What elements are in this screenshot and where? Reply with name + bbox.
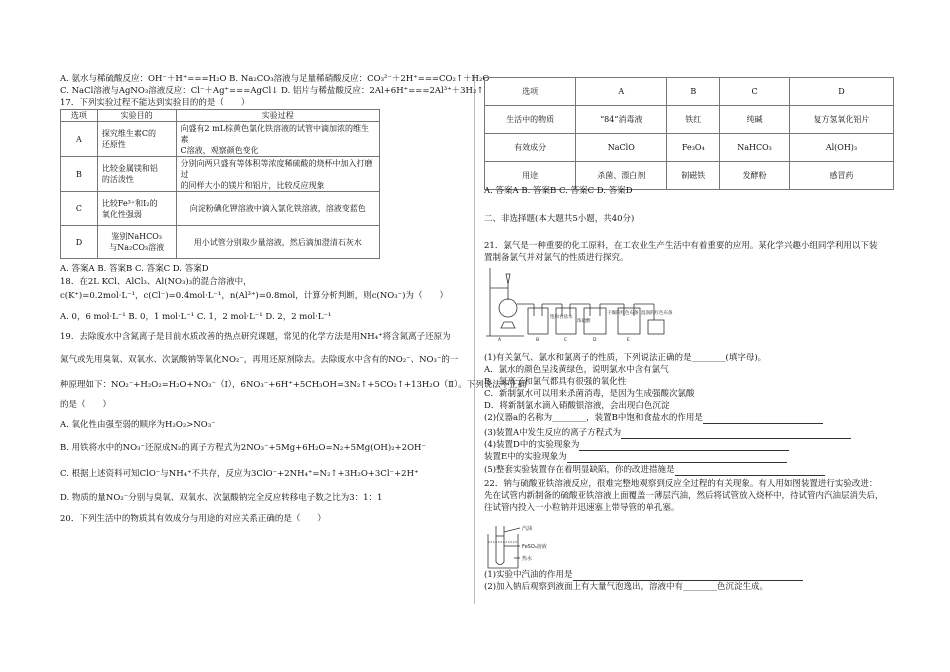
table-cell: 鉴别NaHCO₃ 与Na₂CO₃溶液 xyxy=(97,226,176,259)
q22-line: 先在试管内新制备的硫酸亚铁溶液上面覆盖一薄层汽油，然后将试管放入烧杯中，待试管内汽油层消失后， xyxy=(484,491,884,501)
tube-label: 汽油 xyxy=(522,526,533,532)
q20-stem: 20．下列生活中的物质其有效成分与用途的对应关系正确的是（ ） xyxy=(60,514,326,524)
apparatus-letter: B xyxy=(536,338,540,342)
table-cell: 探究维生素C的 还原性 xyxy=(97,122,176,157)
q19-option: B. 用铁将水中的NO₃⁻还原成N₂的离子方程式为2NO₃⁻+5Mg+6H₂O=N₂+5Mg(OH)₂+2OH⁻ xyxy=(60,443,426,453)
apparatus-letter: E xyxy=(627,338,630,342)
q18-values: c(K⁺)=0.2mol·L⁻¹，c(Cl⁻)=0.4mol·L⁻¹，n(Al³⁺)=0.8mol，计算分析判断，则c(NO₃⁻)为（ ） xyxy=(60,291,448,301)
table-header: 实验目的 xyxy=(97,110,176,122)
apparatus-letter: C xyxy=(564,338,568,342)
table-cell: 分别向两只盛有等体积等浓度稀硫酸的烧杯中加入打磨过 的同样大小的镁片和铝片，比较反应现象 xyxy=(176,157,379,192)
table-cell: Fe₃O₄ xyxy=(667,134,720,162)
table-cell: NaClO xyxy=(576,134,667,162)
table-header: B xyxy=(667,78,720,106)
q18-options: A. 0，6 mol·L⁻¹ B. 0，1 mol·L⁻¹ C. 1，2 mol·L⁻¹ D. 2，2 mol·L⁻¹ xyxy=(60,312,332,322)
table-cell: 向盛有2 mL棕黄色氯化铁溶液的试管中滴加浓的维生素 C溶液，观察颜色变化 xyxy=(176,122,379,157)
q22-sub1: (1)实验中汽油的作用是 xyxy=(484,570,803,581)
test-tube-diagram xyxy=(484,522,554,572)
table-cell: 用小试管分别取少量溶液，然后滴加澄清石灰水 xyxy=(176,226,379,259)
q17-stem: 17．下列实验过程不能达到实验目的的是（ ） xyxy=(60,98,250,108)
q21-sub4a: (4)装置D中的实验现象为 xyxy=(484,440,789,451)
table-header: A xyxy=(576,78,667,106)
table-cell: 制磁铁 xyxy=(667,162,720,190)
apparatus-label: 浓硫酸 xyxy=(577,319,591,324)
q19-option: C. 根据上述资料可知ClO⁻与NH₄⁺不共存，反应为3ClO⁻+2NH₄⁺=N₂↑+3H₂O+3Cl⁻+2H⁺ xyxy=(60,469,419,479)
tube-label: 热水 xyxy=(522,556,533,562)
apparatus-letter: D xyxy=(593,338,597,342)
q20-table xyxy=(484,77,894,190)
q19-line: 19．去除废水中含氮离子是目前水质改善的热点研究课题，常见的化学方法是用NH₄⁺将含氮离子还原为 xyxy=(60,332,451,342)
table-header: C xyxy=(720,78,790,106)
column-divider xyxy=(474,74,475,604)
q21-sub3: (3)装置A中发生反应的离子方程式为 xyxy=(484,428,851,439)
chlorine-apparatus-diagram xyxy=(484,266,674,342)
q21-sub4b: 装置E中的实验现象为 xyxy=(484,452,787,463)
q21-line: 21．氯气是一种重要的化工原料，在工农业生产生活中有着重要的应用。某化学兴趣小组同学利用以下装 xyxy=(484,241,878,251)
q19-line: 种原理如下：NO₂⁻+H₂O₂=H₂O+NO₃⁻（Ⅰ），6NO₃⁻+6H⁺+5CH₃OH=3N₂↑+5CO₂↑+13H₂O（Ⅱ）。下列说法不正确 xyxy=(60,380,527,390)
table-header: 选项 xyxy=(485,78,576,106)
q19-line: 氮气或先用臭氧、双氧水、次氯酸钠等氧化NO₂⁻，再用还原剂除去。去除废水中含有的NO₂⁻、NO₃⁻的一 xyxy=(60,355,459,365)
table-cell: 复方氢氧化铝片 xyxy=(789,106,893,134)
q22-line: 22．钠与硫酸亚铁溶液反应，很难完整地观察到反应全过程的有关现象。有人用如图装置进行实验改进： xyxy=(484,479,878,489)
q19-option: A. 氧化性由强至弱的顺序为H₂O₂>NO₃⁻ xyxy=(60,420,216,430)
table-cell: B xyxy=(61,157,98,192)
table-cell: 比较金属镁和铝 的活泼性 xyxy=(97,157,176,192)
q21-line: 置制备氯气并对氯气的性质进行探究。 xyxy=(484,253,629,263)
table-cell: D xyxy=(61,226,98,259)
table-cell: C xyxy=(61,192,98,226)
table-cell: A xyxy=(61,122,98,157)
q19-line: 的是（ ） xyxy=(60,400,112,410)
table-cell: 用途 xyxy=(485,162,576,190)
table-cell: 生活中的物质 xyxy=(485,106,576,134)
apparatus-label: 饱和食盐水 xyxy=(550,315,573,320)
q21-sub5: (5)整套实验装置存在着明显缺陷，你的改进措施是 xyxy=(484,465,825,476)
q18-stem: 18．在2L KCl、AlCl₃、Al(NO₃)₃的混合溶液中， xyxy=(60,277,252,287)
table-header: 选项 xyxy=(61,110,98,122)
table-cell: 纯碱 xyxy=(720,106,790,134)
apparatus-label: 干燥的红色布条 xyxy=(607,311,639,316)
apparatus-label: 湿润的红色布条 xyxy=(641,311,673,316)
q22-line: 往试管内投入一小粒钠并迅速塞上带导管的单孔塞。 xyxy=(484,503,680,513)
section-heading: 二、非选择题(本大题共5小题，共40分) xyxy=(484,214,635,224)
table-header: 实验过程 xyxy=(176,110,379,122)
q21-sub1-option: D．将新制氯水滴入硝酸银溶液，会出现白色沉淀 xyxy=(484,401,670,411)
table-cell: Al(OH)₃ xyxy=(789,134,893,162)
table-cell: 有效成分 xyxy=(485,134,576,162)
apparatus-letter: A xyxy=(498,338,502,342)
table-cell: 发酵粉 xyxy=(720,162,790,190)
q16-option-line: A. 氨水与稀硫酸反应：OH⁻＋H⁺===H₂O B. Na₂CO₃溶液与足量稀硝酸反应：CO₃²⁻＋2H⁺===CO₂↑＋H₂O xyxy=(60,74,490,84)
q17-answers: A. 答案A B. 答案B C. 答案C D. 答案D xyxy=(60,264,209,274)
table-cell: 比较Fe³⁺和I₂的 氧化性强弱 xyxy=(97,192,176,226)
table-cell: NaHCO₃ xyxy=(720,134,790,162)
table-cell: 感冒药 xyxy=(789,162,893,190)
q20-answers: A. 答案A B. 答案B C. 答案C D. 答案D xyxy=(484,186,633,196)
table-cell: 铁红 xyxy=(667,106,720,134)
q21-sub1: (1)有关氯气、氯水和氯离子的性质，下列说法正确的是________(填字母)。 xyxy=(484,353,767,363)
table-cell: “84”消毒液 xyxy=(576,106,667,134)
tube-label: FeSO₄溶液 xyxy=(522,544,547,550)
q21-sub1-option: C．新制氯水可以用来杀菌消毒，是因为生成强酸次氯酸 xyxy=(484,389,695,399)
table-header: D xyxy=(789,78,893,106)
q22-sub2: (2)加入钠后观察到液面上有大量气泡逸出，溶液中有________色沉淀生成。 xyxy=(484,582,769,592)
table-cell: 向淀粉碘化钾溶液中滴入氯化铁溶液，溶液变蓝色 xyxy=(176,192,379,226)
q16-option-line: C. NaCl溶液与AgNO₃溶液反应：Cl⁻＋Ag⁺===AgCl↓ D. 铝片与稀盐酸反应：2Al+6H⁺===2Al³⁺＋3H₂↑ xyxy=(60,86,484,96)
table-cell: 杀菌、漂白剂 xyxy=(576,162,667,190)
q21-sub2: (2)仪器a的名称为________，装置B中饱和食盐水的作用是 xyxy=(484,413,823,424)
q17-table xyxy=(60,109,380,259)
q21-sub1-option: B．氯离子和氯气都具有很强的氧化性 xyxy=(484,377,627,387)
q21-sub1-option: A．氯水的颜色呈浅黄绿色，说明氯水中含有氯气 xyxy=(484,365,669,375)
q19-option: D. 物质的量NO₂⁻分别与臭氧、双氧水、次氯酸钠完全反应转移电子数之比为3：1：1 xyxy=(60,493,383,503)
